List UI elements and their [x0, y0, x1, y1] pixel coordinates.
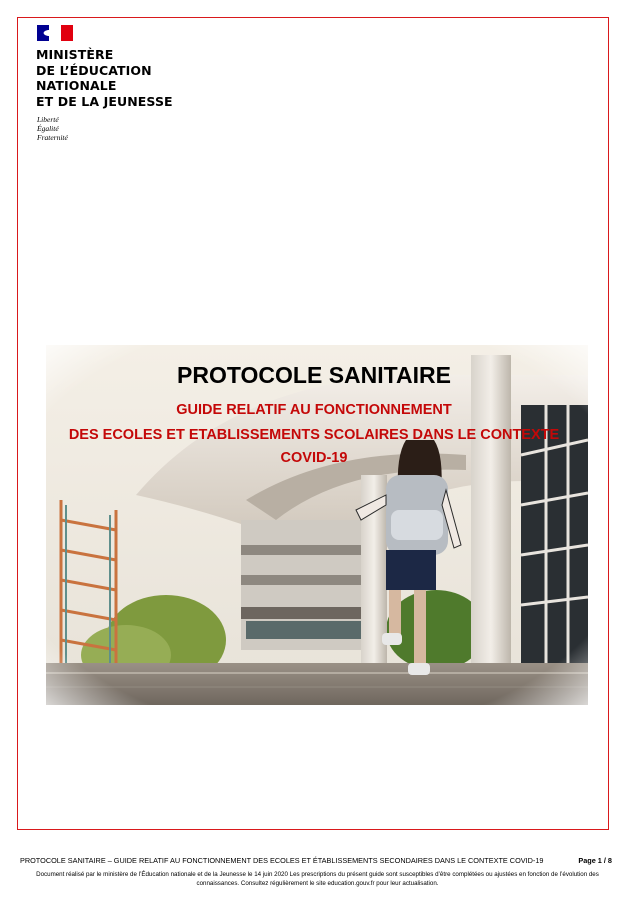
- ministry-line: DE L’ÉDUCATION: [36, 62, 152, 78]
- cover-photo-schoolgirl-on-stairs: [46, 345, 588, 705]
- cover-subtitle-line: GUIDE RELATIF AU FONCTIONNEMENT: [176, 402, 452, 418]
- motto-line: Égalité: [37, 124, 59, 133]
- cover-subtitle-line: COVID-19: [280, 450, 348, 466]
- cover-subtitle-line: DES ECOLES ET ETABLISSEMENTS SCOLAIRES DANS LE CONTEXTE: [68, 427, 560, 443]
- footer-title: PROTOCOLE SANITAIRE – GUIDE RELATIF AU FONCTIONNEMENT DES ECOLES ET ÉTABLISSEMENTS SECONDAIRES DANS LE CONTEXTE COVID-19: [20, 856, 544, 865]
- republic-motto: [37, 115, 68, 142]
- motto-line: Liberté: [37, 115, 59, 124]
- ministry-line: NATIONALE: [36, 78, 117, 93]
- republic-flag-logo: [37, 25, 73, 41]
- page-footer: [20, 856, 612, 868]
- ministry-line: MINISTÈRE: [36, 47, 114, 62]
- motto-line: Fraternité: [37, 133, 68, 142]
- page-number: Page 1 / 8: [578, 856, 612, 865]
- footer-disclaimer: Document réalisé par le ministère de l’Éducation nationale et de la Jeunesse le 14 juin 2020 Les prescriptions du présent guide sont susceptibles d’être complétées ou ajustées en fonction de l’évolution des connaissances. Consultez régulièrement le site education.gouv.fr pour leur actualisation.: [36, 871, 599, 887]
- cover-title: PROTOCOLE SANITAIRE: [177, 362, 451, 388]
- ministry-line: ET DE LA JEUNESSE: [36, 93, 173, 109]
- ministry-name-block: [36, 47, 196, 109]
